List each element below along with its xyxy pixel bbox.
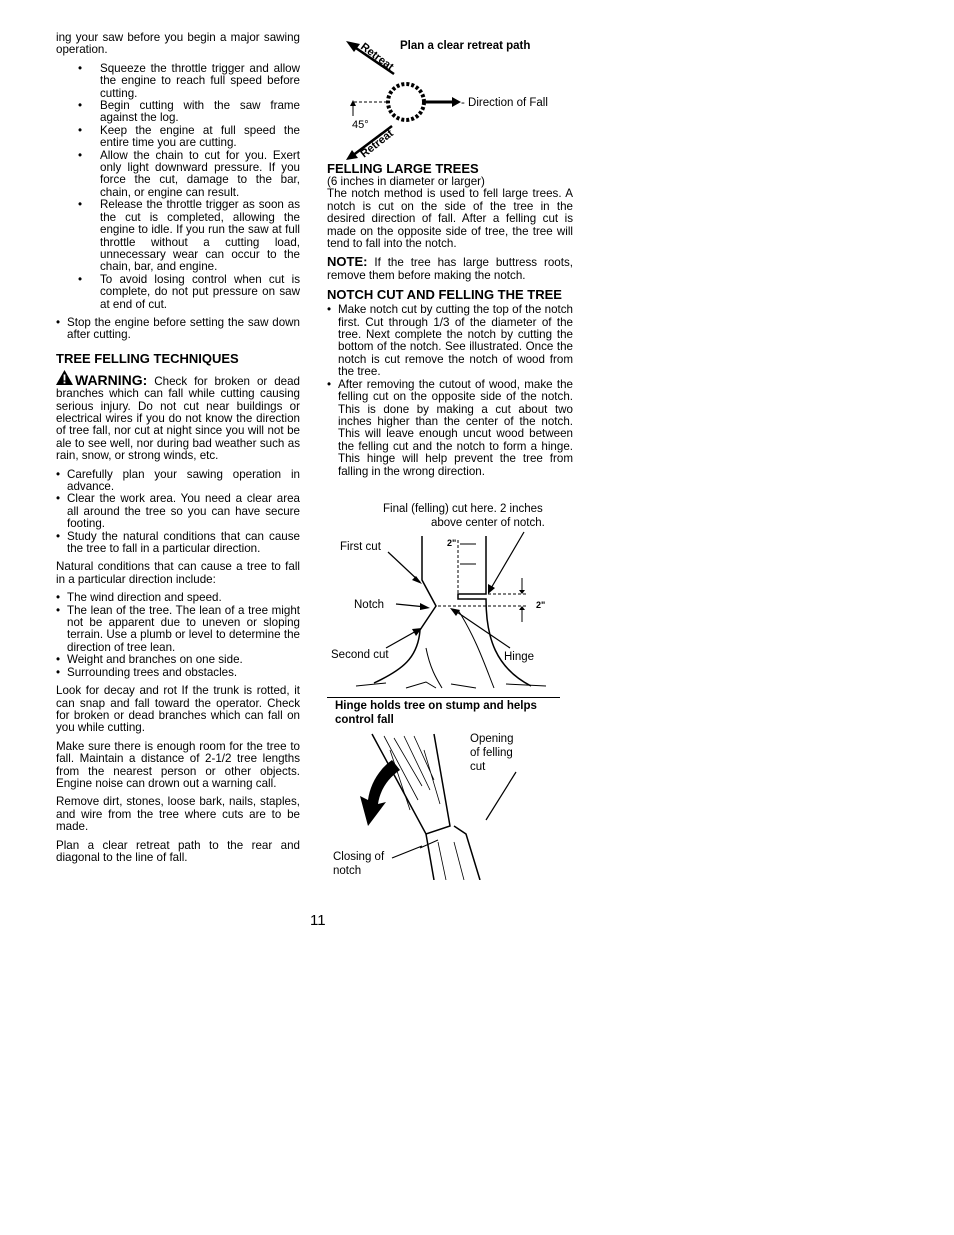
tree-trunk-drawing <box>356 536 546 688</box>
right-column <box>327 162 573 484</box>
natural-conditions-list <box>56 592 300 679</box>
final-cut-label-line2: above center of notch. <box>431 517 545 529</box>
list-item: • After removing the cutout of wood, make the felling cut on the opposite side of the notch. This is done by making a cut about two inches higher than the center of the notch. This will leave enough uncut wood between the felling cut and the notch to form a hinge. This hinge will help prevent the tree from falling in the wrong direction. <box>327 379 573 478</box>
retreat-label-bottom: Retreat <box>358 127 396 161</box>
notch-cut-diagram <box>326 498 566 700</box>
warning-text: Check for broken or dead branches which can fall while cutting causing serious injury. Do not cut near buildings or electrical wires if you do not know the direction of tree fall, nor cut at night since you will not be ale to see well, nor during bad weather such as rain, snow, or strong winds, etc. <box>56 374 300 463</box>
direction-of-fall-label: - Direction of Fall <box>461 97 548 109</box>
note-text: If the tree has large buttress roots, remove them before making the notch. <box>327 256 573 282</box>
list-item: • The wind direction and speed. <box>56 592 300 604</box>
notch-label: Notch <box>354 599 385 611</box>
retreat-figure-title: Plan a clear retreat path <box>400 40 531 52</box>
list-item: • The lean of the tree. The lean of a tree might not be apparent due to uneven or sloping terrain. Use a plumb or level to determine the direction of tree lean. <box>56 605 300 655</box>
warning-paragraph <box>56 370 300 463</box>
felling-large-trees-heading: FELLING LARGE TREES <box>327 161 479 176</box>
diagram-divider <box>327 697 560 698</box>
list-item: • Study the natural conditions that can cause the tree to fall in a particular direction. <box>56 531 300 556</box>
note-paragraph <box>327 256 573 282</box>
felling-paragraph: The notch method is used to fell large trees. A notch is cut on the side of the tree in the desired direction of fall. After a felling cut is made on the opposite side of tree, the tree will tend to fall into the notch. <box>327 187 573 251</box>
warning-icon <box>56 370 73 385</box>
falling-tree-drawing <box>372 734 480 880</box>
opening-label-line1: Opening <box>470 733 514 745</box>
list-item: • Carefully plan your sawing operation in advance. <box>56 469 300 494</box>
warning-badge <box>56 370 147 386</box>
opening-label-line2: of felling <box>470 747 513 759</box>
hinge-caption: Hinge holds tree on stump and helps control fall <box>335 700 537 726</box>
warning-label: WARNING: <box>75 371 148 388</box>
page-number: 11 <box>310 912 326 929</box>
first-cut-label: First cut <box>340 541 381 553</box>
retreat-path-figure <box>330 34 570 164</box>
hinge-diagram <box>330 730 560 880</box>
natural-conditions-intro: Natural conditions that can cause a tree to fall in a particular direction include: <box>56 560 300 586</box>
list-item: • Make notch cut by cutting the top of the notch first. Cut through 1/3 of the diameter of the tree. Next complete the notch by cutting the bottom of the notch. See illustrated. Once the notch is cut remove the notch of wood from the tree. <box>327 304 573 378</box>
list-item: • Stop the engine before setting the saw down after cutting. <box>56 317 300 342</box>
room-paragraph: Make sure there is enough room for the tree to fall. Maintain a distance of 2-1/2 tree lengths from the nearest person or other objects. Engine noise can drown out a warning call. <box>56 739 300 790</box>
angle-label: 45° <box>352 119 369 131</box>
notch-cut-heading: NOTCH CUT AND FELLING THE TREE <box>327 287 562 303</box>
second-cut-label: Second cut <box>331 649 389 661</box>
notch-steps-list <box>327 304 573 478</box>
dimension-side-label: 2" <box>536 600 546 610</box>
remove-debris-paragraph: Remove dirt, stones, loose bark, nails, staples, and wire from the tree where cuts are to be made. <box>56 795 300 834</box>
closing-label-line2: notch <box>333 865 362 877</box>
list-item: • Weight and branches on one side. <box>56 654 300 666</box>
list-item: • Release the throttle trigger as soon as the cut is completed, allowing the engine to idle. If you run the saw at full throttle without a cutting load, unnecessary wear can occur to the chain, bar, and engine. <box>56 199 300 273</box>
hinge-label: Hinge <box>504 651 535 663</box>
list-item: • Keep the engine at full speed the entire time you are cutting. <box>56 125 300 150</box>
list-item: • Clear the work area. You need a clear area all around the tree so you can have secure footing. <box>56 493 300 530</box>
list-item: • Surrounding trees and obstacles. <box>56 667 300 679</box>
dimension-top-label: 2" <box>447 538 457 548</box>
felling-subheading: (6 inches in diameter or larger) <box>327 175 485 188</box>
tree-trunk-icon <box>388 84 424 120</box>
final-cut-label-line1: Final (felling) cut here. 2 inches <box>383 503 543 515</box>
retreat-paragraph: Plan a clear retreat path to the rear and diagonal to the line of fall. <box>56 838 300 864</box>
note-label: NOTE: <box>327 254 368 270</box>
left-column <box>56 32 300 870</box>
stop-engine-list <box>56 317 300 342</box>
intro-paragraph: ing your saw before you begin a major sawing operation. <box>56 31 300 57</box>
planning-list <box>56 469 300 556</box>
opening-label-line3: cut <box>470 761 486 773</box>
decay-paragraph: Look for decay and rot If the trunk is rotted, it can snap and fall toward the operator. Check for broken or dead branches which can fall on you while cutting. <box>56 684 300 735</box>
closing-label-line1: Closing of <box>333 851 385 863</box>
fall-direction-arrow-icon <box>360 760 400 826</box>
list-item: • Allow the chain to cut for you. Exert only light downward pressure. If you force the cut, damage to the bar, chain, or engine can result. <box>56 150 300 200</box>
cutting-tips-list <box>56 63 300 311</box>
retreat-label-top: Retreat <box>358 40 396 74</box>
list-item: • To avoid losing control when cut is complete, do not put pressure on saw at end of cut. <box>56 274 300 311</box>
list-item: • Squeeze the throttle trigger and allow the engine to reach full speed before cutting. <box>56 63 300 100</box>
list-item: • Begin cutting with the saw frame against the log. <box>56 100 300 125</box>
tree-felling-heading: TREE FELLING TECHNIQUES <box>56 350 239 366</box>
